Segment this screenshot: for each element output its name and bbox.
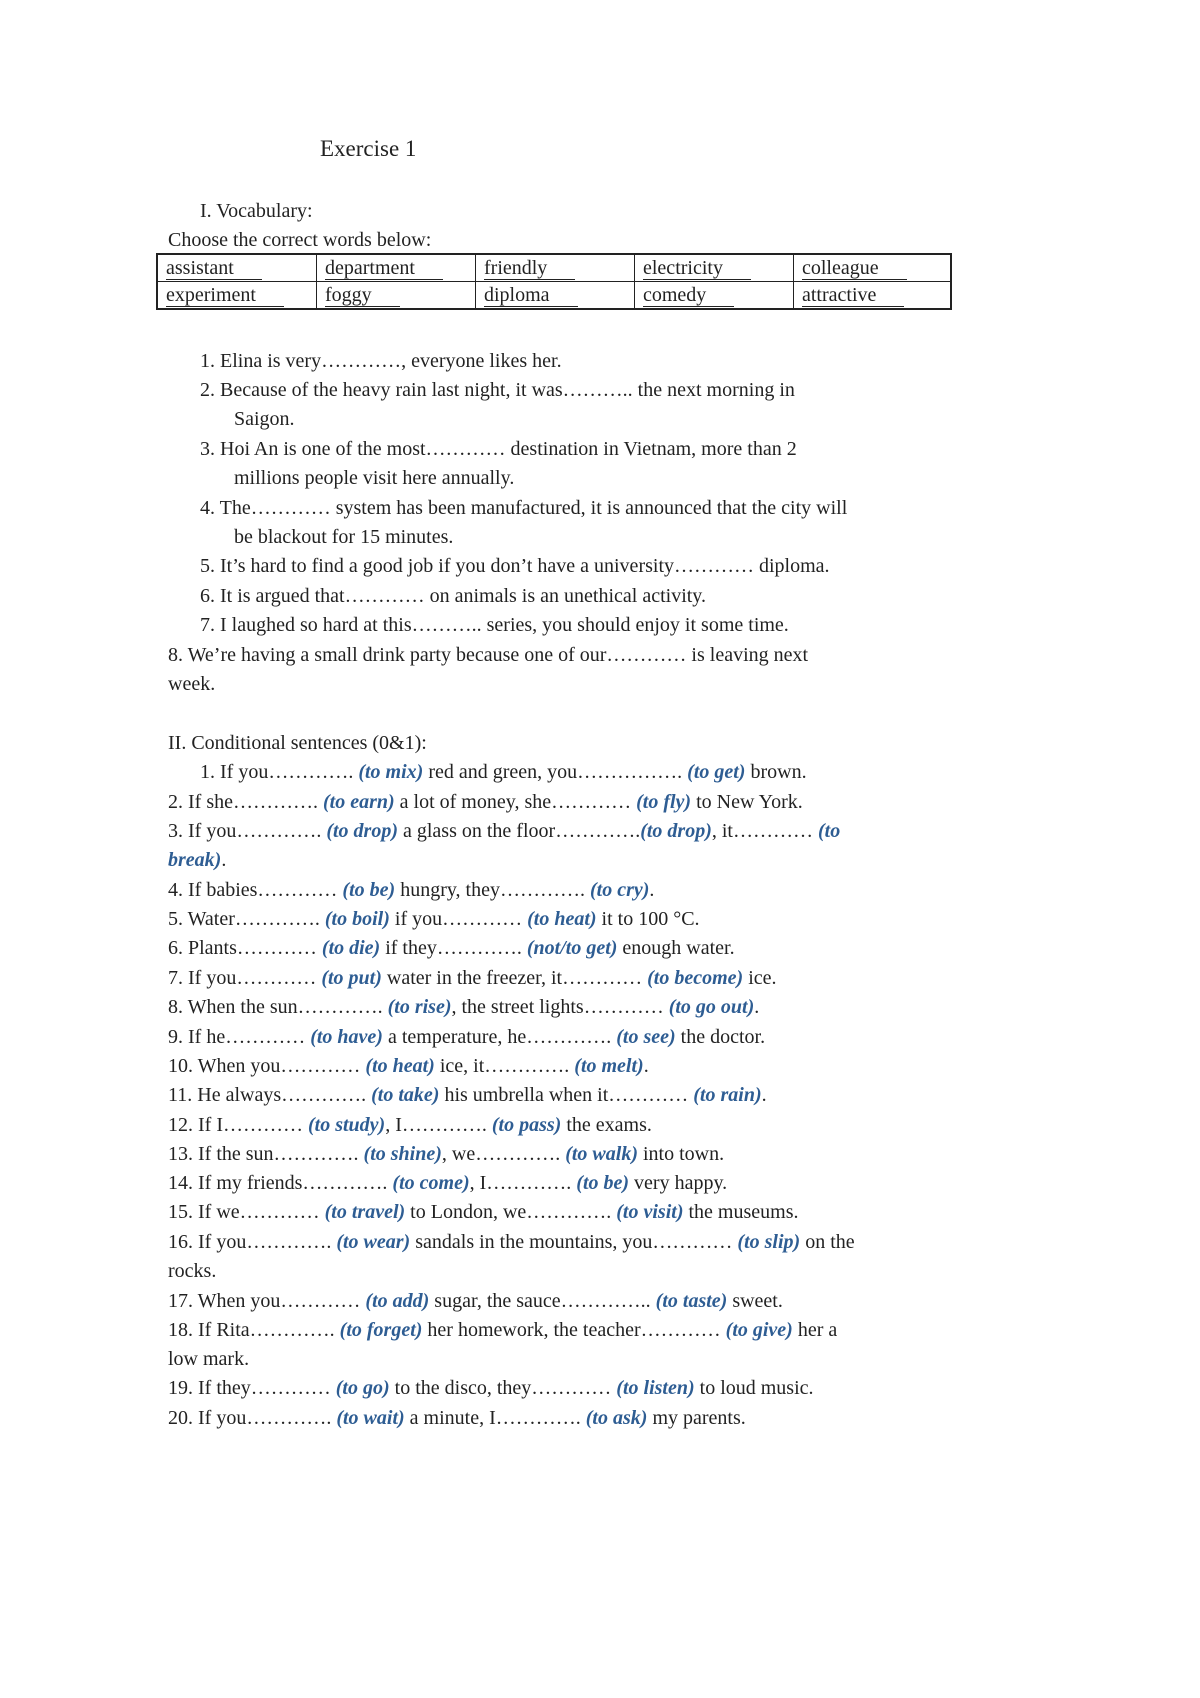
sentence-text: to the disco, they………… [389, 1377, 617, 1399]
verb-cue: (to study) [307, 1114, 386, 1136]
verb-cue: (to come) [392, 1172, 470, 1194]
sentence-text: brown. [745, 761, 807, 783]
verb-cue: (to be) [342, 879, 396, 901]
table-row [157, 282, 951, 310]
verb-cue: (to give) [725, 1319, 793, 1341]
verb-cue: (to drop) [326, 820, 398, 842]
sentence-text: red and green, you……………. [423, 761, 688, 783]
verb-cue: (to boil) [324, 908, 390, 930]
sentence-text: , I…………. [385, 1114, 492, 1136]
sentence-text: 15. If we………… [168, 1201, 325, 1223]
section-heading-vocabulary: I. Vocabulary: [200, 200, 313, 222]
verb-cue: (to wear) [336, 1231, 411, 1253]
sentence-text: 10. When you………… [168, 1055, 366, 1077]
sentence-text: sugar, the sauce………….. [429, 1290, 656, 1312]
sentence-text: . [754, 996, 760, 1018]
conditional-sentence-line [168, 966, 777, 990]
sentence-text: her a [792, 1319, 838, 1341]
conditional-sentence-line [168, 848, 226, 872]
verb-cue: (to travel) [324, 1201, 406, 1223]
word-cell: foggy [317, 282, 476, 310]
sentence-text: 19. If they………… [168, 1377, 336, 1399]
sentence-text: 14. If my friends…………. [168, 1172, 393, 1194]
verb-cue: (to slip) [737, 1231, 801, 1253]
verb-cue: (to listen) [616, 1377, 695, 1399]
sentence-text: into town. [638, 1143, 725, 1165]
verb-cue: (to walk) [565, 1143, 638, 1165]
conditional-sentence-line [168, 790, 803, 814]
sentence-text: sandals in the mountains, you………… [410, 1231, 738, 1253]
word-cell: friendly [476, 254, 635, 282]
verb-cue: (to melt) [574, 1055, 644, 1077]
sentence-text: water in the freezer, it………… [381, 967, 648, 989]
conditional-sentence-line [168, 1406, 746, 1430]
vocab-sentence-2: 2. Because of the heavy rain last night, it was……….. the next morning in [200, 379, 795, 401]
sentence-text: , it………… [711, 820, 818, 842]
conditional-sentence-line [168, 1259, 216, 1283]
verb-cue: (to be) [576, 1172, 630, 1194]
verb-cue: (to mix) [358, 761, 424, 783]
vocab-sentence-3: 3. Hoi An is one of the most………… destination in Vietnam, more than 2 [200, 438, 797, 460]
sentence-text: to loud music. [694, 1377, 814, 1399]
conditional-sentence-line [168, 819, 840, 843]
vocabulary-instruction: Choose the correct words below: [168, 229, 432, 251]
conditional-sentence-line [168, 995, 759, 1019]
sentence-text: a glass on the floor…………. [398, 820, 641, 842]
word-cell: electricity [635, 254, 794, 282]
conditional-sentence-line [168, 1376, 814, 1400]
sentence-text: 6. Plants………… [168, 937, 322, 959]
sentence-text: 7. If you………… [168, 967, 322, 989]
verb-cue: (to [817, 820, 841, 842]
verb-cue: (to fly) [636, 791, 692, 813]
sentence-text: it to 100 °C. [596, 908, 700, 930]
vocab-sentence-8: 8. We’re having a small drink party because one of our………… is leaving next [168, 644, 809, 666]
word-cell: comedy [635, 282, 794, 310]
verb-cue: (to put) [321, 967, 382, 989]
section-heading-conditionals: II. Conditional sentences (0&1): [168, 732, 427, 754]
conditional-sentence-line [168, 1318, 837, 1342]
conditional-sentence-line [168, 1171, 727, 1195]
conditional-sentence-line [168, 1113, 652, 1137]
sentence-text: rocks. [168, 1260, 217, 1282]
sentence-text: 9. If he………… [168, 1026, 311, 1048]
sentence-text: 13. If the sun…………. [168, 1143, 364, 1165]
verb-cue: break) [168, 849, 222, 871]
sentence-text: , I…………. [469, 1172, 577, 1194]
verb-cue: (to taste) [655, 1290, 728, 1312]
conditional-sentence-line [168, 907, 700, 931]
verb-cue: (to rain) [693, 1084, 762, 1106]
verb-cue: (to cry) [589, 879, 650, 901]
conditional-sentence-line [168, 936, 735, 960]
verb-cue: (to see) [616, 1026, 676, 1048]
sentence-text: 17. When you………… [168, 1290, 366, 1312]
verb-cue: (to ask) [585, 1407, 648, 1429]
sentence-text: a minute, I…………. [404, 1407, 586, 1429]
sentence-text: . [643, 1055, 649, 1077]
sentence-text: to New York. [691, 791, 803, 813]
conditional-sentence-line [200, 760, 807, 784]
sentence-text: very happy. [629, 1172, 728, 1194]
conditional-sentence-line [168, 1054, 649, 1078]
sentence-text: to London, we…………. [405, 1201, 617, 1223]
verb-cue: (to pass) [491, 1114, 562, 1136]
verb-cue: (to take) [371, 1084, 440, 1106]
verb-cue: (to shine) [363, 1143, 442, 1165]
conditional-sentence-line [168, 1347, 249, 1371]
vocabulary-word-table [156, 253, 952, 310]
sentence-text: a lot of money, she………… [394, 791, 637, 813]
sentence-text: 1. If you…………. [200, 761, 359, 783]
page-title: Exercise 1 [320, 136, 417, 161]
word-cell: experiment [157, 282, 317, 310]
sentence-text: 18. If Rita…………. [168, 1319, 340, 1341]
sentence-text: 3. If you…………. [168, 820, 327, 842]
verb-cue: (to have) [310, 1026, 383, 1048]
verb-cue: (to add) [365, 1290, 430, 1312]
conditional-sentence-line [168, 1200, 798, 1224]
verb-cue: (to earn) [322, 791, 395, 813]
verb-cue: (to die) [321, 937, 381, 959]
sentence-text: enough water. [617, 937, 735, 959]
vocab-sentence-4-cont: be blackout for 15 minutes. [234, 526, 454, 548]
vocab-sentence-4: 4. The………… system has been manufactured, it is announced that the city will [200, 497, 848, 519]
verb-cue: (to heat) [527, 908, 597, 930]
sentence-text: 2. If she…………. [168, 791, 323, 813]
sentence-text: 8. When the sun…………. [168, 996, 388, 1018]
table-row [157, 254, 951, 282]
vocab-sentence-5: 5. It’s hard to find a good job if you don’t have a university………… diploma. [200, 555, 830, 577]
vocab-sentence-6: 6. It is argued that………… on animals is an unethical activity. [200, 585, 707, 607]
sentence-text: hungry, they…………. [395, 879, 590, 901]
sentence-text: her homework, the teacher………… [422, 1319, 726, 1341]
conditional-sentence-line [168, 878, 654, 902]
sentence-text: 5. Water…………. [168, 908, 325, 930]
sentence-text: , the street lights………… [451, 996, 669, 1018]
verb-cue: (to go out) [668, 996, 755, 1018]
sentence-text: the doctor. [675, 1026, 766, 1048]
word-cell: diploma [476, 282, 635, 310]
verb-cue: (not/to get) [526, 937, 618, 959]
sentence-text: . [649, 879, 655, 901]
conditional-sentence-line [168, 1083, 767, 1107]
conditional-sentence-line [168, 1025, 765, 1049]
word-cell: colleague [794, 254, 952, 282]
sentence-text: his umbrella when it………… [439, 1084, 694, 1106]
verb-cue: (to become) [647, 967, 744, 989]
verb-cue: (to heat) [365, 1055, 435, 1077]
sentence-text: low mark. [168, 1348, 250, 1370]
sentence-text: 11. He always…………. [168, 1084, 372, 1106]
word-cell: attractive [794, 282, 952, 310]
sentence-text: . [221, 849, 227, 871]
sentence-text: a temperature, he…………. [382, 1026, 617, 1048]
sentence-text: if they…………. [380, 937, 527, 959]
sentence-text: the exams. [561, 1114, 652, 1136]
sentence-text: , we…………. [441, 1143, 566, 1165]
conditional-sentence-line [168, 1230, 855, 1254]
sentence-text: if you………… [389, 908, 528, 930]
verb-cue: (to drop) [640, 820, 712, 842]
sentence-text: 4. If babies………… [168, 879, 343, 901]
sentence-text: ice, it…………. [434, 1055, 575, 1077]
sentence-text: sweet. [727, 1290, 783, 1312]
verb-cue: (to visit) [616, 1201, 684, 1223]
sentence-text: the museums. [683, 1201, 799, 1223]
vocab-sentence-8-cont: week. [168, 673, 216, 695]
verb-cue: (to rise) [387, 996, 452, 1018]
verb-cue: (to forget) [339, 1319, 423, 1341]
word-cell: assistant [157, 254, 317, 282]
conditional-sentence-line [168, 1289, 783, 1313]
verb-cue: (to wait) [336, 1407, 405, 1429]
vocab-sentence-7: 7. I laughed so hard at this……….. series, you should enjoy it some time. [200, 614, 789, 636]
sentence-text: 12. If I………… [168, 1114, 308, 1136]
conditional-sentence-line [168, 1142, 724, 1166]
word-cell: department [317, 254, 476, 282]
sentence-text: 20. If you…………. [168, 1407, 337, 1429]
verb-cue: (to get) [687, 761, 746, 783]
sentence-text: my parents. [647, 1407, 746, 1429]
sentence-text: on the [800, 1231, 855, 1253]
sentence-text: ice. [743, 967, 777, 989]
verb-cue: (to go) [335, 1377, 390, 1399]
sentence-text: 16. If you…………. [168, 1231, 337, 1253]
vocab-sentence-2-cont: Saigon. [234, 408, 295, 430]
sentence-text: . [761, 1084, 767, 1106]
vocab-sentence-3-cont: millions people visit here annually. [234, 467, 515, 489]
vocab-sentence-1: 1. Elina is very…………, everyone likes her. [200, 350, 562, 372]
